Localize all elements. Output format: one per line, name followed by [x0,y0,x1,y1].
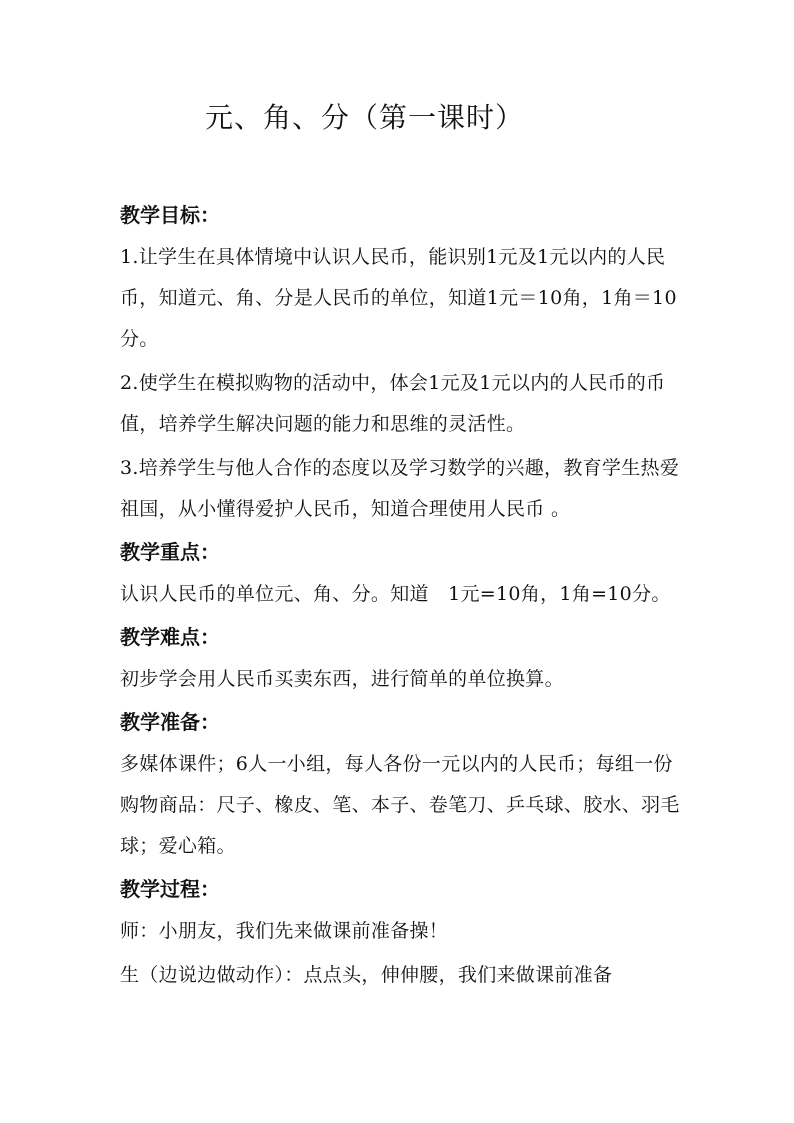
section-heading-difficulties: 教学难点： [120,625,220,649]
section-heading-key-points: 教学重点： [120,540,220,564]
process-paragraph-2: 生（边说边做动作）：点点头，伸伸腰，我们来做课前准备 [120,964,613,986]
objective-paragraph-1: 1.让学生在具体情境中认识人民币，能识别1元及1元以内的人民币，知道元、角、分是人民币的单位，知道1元＝10角，1角＝10分。 [120,246,677,350]
process-paragraph-1: 师：小朋友，我们先来做课前准备操！ [120,920,449,942]
document-title: 元、角、分（第一课时） [205,101,525,134]
preparation-paragraph: 多媒体课件；6人一小组，每人各份一元以内的人民币；每组一份购物商品：尺子、橡皮、笔、本子、卷笔刀、乒乓球、胶水、羽毛球；爱心箱。 [120,753,680,857]
key-points-paragraph: 认识人民币的单位元、角、分。知道 1元=10角，1角=10分。 [120,583,671,605]
section-heading-process: 教学过程： [120,877,220,901]
objective-paragraph-2: 2.使学生在模拟购物的活动中，体会1元及1元以内的人民币的币值，培养学生解决问题的能力和思维的灵活性。 [120,372,666,435]
section-heading-objectives: 教学目标： [120,203,220,227]
difficulties-paragraph: 初步学会用人民币买卖东西，进行简单的单位换算。 [120,668,564,690]
document-content [120,196,680,999]
objective-paragraph-3: 3.培养学生与他人合作的态度以及学习数学的兴趣，教育学生热爱祖国，从小懂得爱护人民币，知道合理使用人民币 。 [120,457,680,520]
section-heading-preparation: 教学准备： [120,710,220,734]
